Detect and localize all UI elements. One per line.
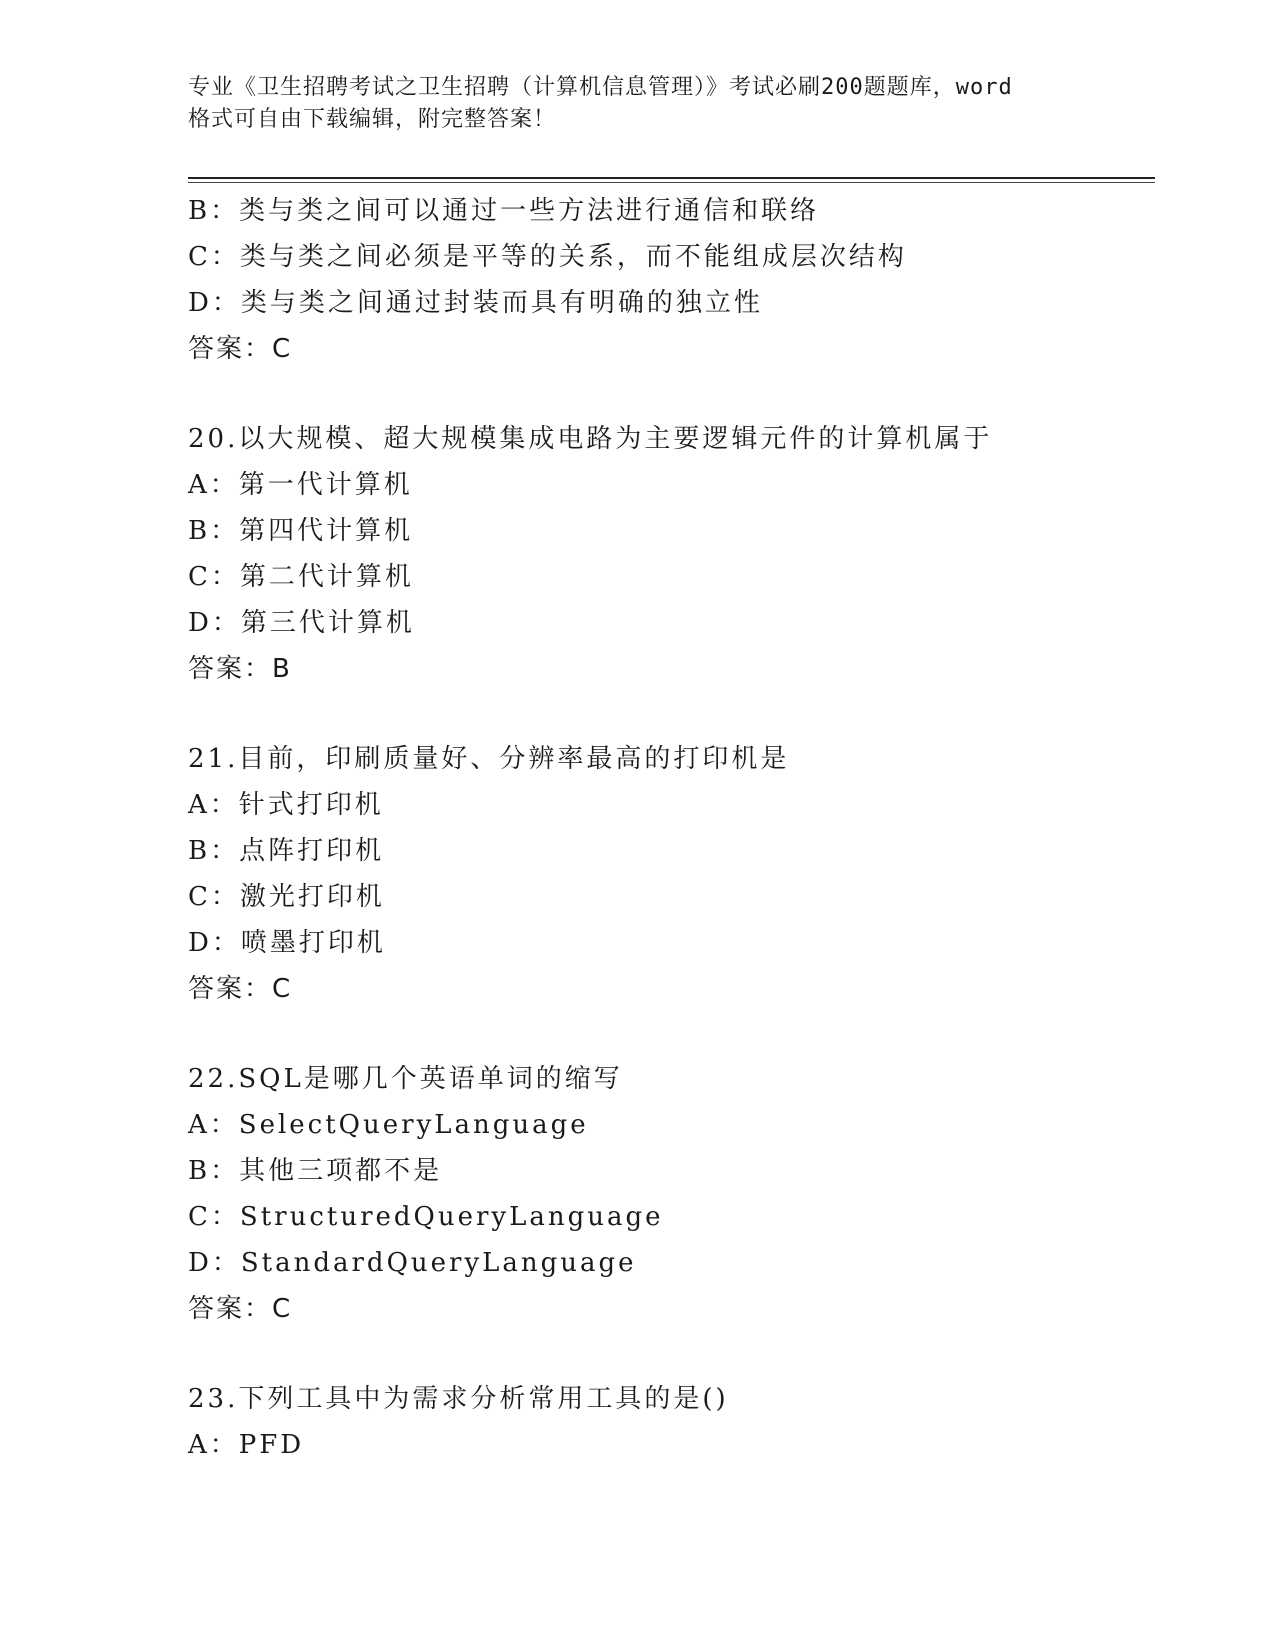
question-list: [188, 188, 1148, 1468]
option-b: B：类与类之间可以通过一些方法进行通信和联络: [188, 196, 820, 226]
option-b: B：点阵打印机: [188, 836, 385, 866]
header-line-2: 格式可自由下载编辑，附完整答案！: [188, 107, 557, 132]
header-line-1: 专业《卫生招聘考试之卫生招聘（计算机信息管理）》考试必刷200题题库，word: [188, 75, 1013, 100]
header-divider-thin: [188, 182, 1155, 183]
question-19-continued: [188, 188, 1148, 372]
option-c: C：类与类之间必须是平等的关系，而不能组成层次结构: [188, 242, 907, 272]
option-d: D：喷墨打印机: [188, 928, 386, 958]
answer-line: 答案：C: [188, 334, 293, 364]
option-a: A：第一代计算机: [188, 470, 413, 500]
option-c: C：激光打印机: [188, 882, 385, 912]
question-stem: 20.以大规模、超大规模集成电路为主要逻辑元件的计算机属于: [188, 424, 993, 454]
option-a: A：PFD: [188, 1430, 305, 1460]
question-23: [188, 1376, 1148, 1468]
question-21: [188, 736, 1148, 1012]
option-a: A：SelectQueryLanguage: [188, 1110, 589, 1140]
header-divider-thick: [188, 177, 1155, 179]
option-c: C：第二代计算机: [188, 562, 414, 592]
option-c: C：StructuredQueryLanguage: [188, 1202, 664, 1232]
answer-line: 答案：C: [188, 974, 293, 1004]
question-stem: 23.下列工具中为需求分析常用工具的是(): [188, 1384, 729, 1414]
option-b: B：其他三项都不是: [188, 1156, 443, 1186]
document-header: [188, 72, 1088, 136]
option-d: D：第三代计算机: [188, 608, 415, 638]
option-d: D：类与类之间通过封装而具有明确的独立性: [188, 288, 763, 318]
question-22: [188, 1056, 1148, 1332]
answer-line: 答案：B: [188, 654, 292, 684]
question-stem: 22.SQL是哪几个英语单词的缩写: [188, 1064, 623, 1094]
question-stem: 21.目前，印刷质量好、分辨率最高的打印机是: [188, 744, 790, 774]
option-a: A：针式打印机: [188, 790, 384, 820]
answer-line: 答案：C: [188, 1294, 293, 1324]
option-b: B：第四代计算机: [188, 516, 414, 546]
question-20: [188, 416, 1148, 692]
option-d: D：StandardQueryLanguage: [188, 1248, 637, 1278]
